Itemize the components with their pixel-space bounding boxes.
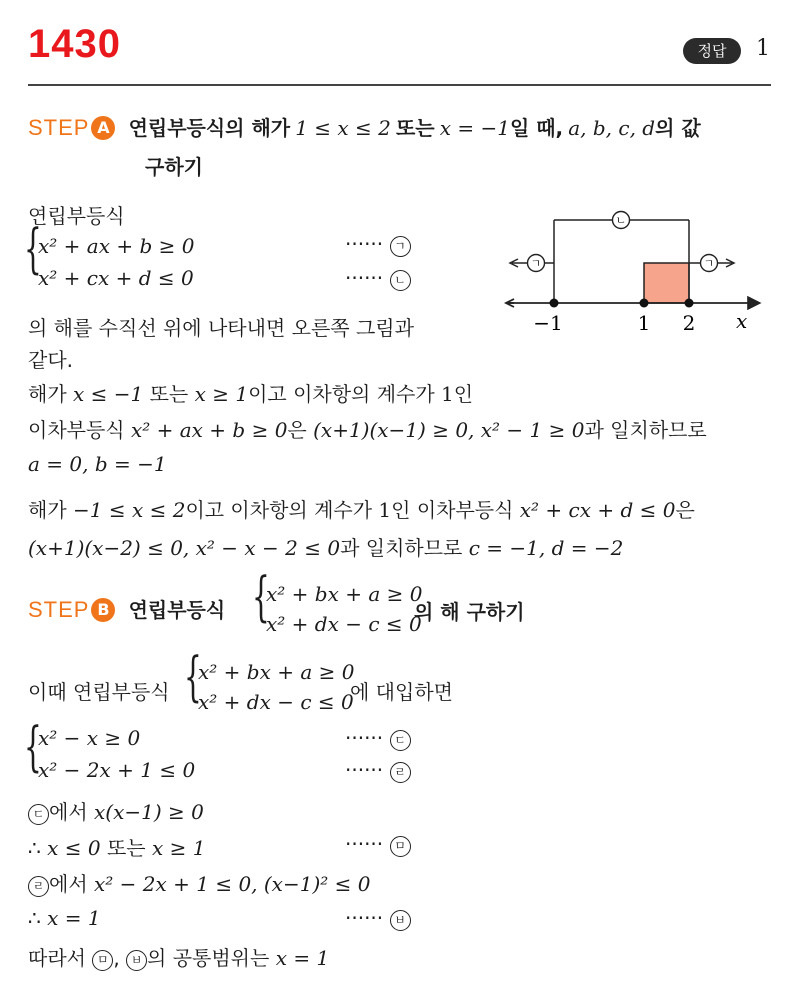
step-b-title-1: 연립부등식 [128, 598, 226, 622]
inequality-2: x² + cx + d ≤ 0 [38, 266, 194, 290]
step-b-heading [28, 594, 225, 623]
problem-number: 1430 [28, 22, 121, 66]
section-a-line6: 해가 −1 ≤ x ≤ 2이고 이차항의 계수가 1인 이차부등식 x² + cx + d ≤ 0은 [28, 498, 695, 522]
marker-6: ······ ㅂ [345, 906, 411, 931]
section-a-desc-2: 같다. [28, 348, 73, 372]
point-1 [640, 299, 649, 308]
step-a-title-line2: 구하기 [145, 155, 203, 179]
shaded-region [644, 263, 689, 303]
axis-label: x [736, 309, 748, 333]
section-b-intro: 이때 연립부등식 [28, 680, 170, 704]
number-line-figure [500, 200, 770, 340]
point-neg1 [550, 299, 559, 308]
step-a-heading [28, 112, 701, 141]
marker-1: ······ ㄱ [345, 232, 411, 257]
section-b-line4: ∴ x = 1 [28, 906, 101, 930]
section-b-line1: ㄷ 에서 x(x−1) ≥ 0 [28, 796, 204, 825]
step-a-title-3: 일 때, [509, 116, 564, 140]
system-brace-a: { [24, 217, 42, 281]
marker-4: ······ ㄹ [345, 758, 411, 783]
inequality-1: x² + ax + b ≥ 0 [38, 234, 195, 258]
step-a-title-math-1: 1 ≤ x ≤ 2 [295, 116, 391, 140]
step-b-label: STEP [28, 597, 90, 622]
inequality-4: x² − 2x + 1 ≤ 0 [38, 758, 196, 782]
tick-1: 1 [637, 311, 651, 335]
step-b-badge: B [91, 598, 115, 622]
section-b-line2: ∴ x ≤ 0 또는 x ≥ 1 [28, 836, 206, 860]
answer-value: 1 [756, 36, 770, 61]
system-brace-b-sub: { [184, 645, 202, 709]
step-b-title-ineq1: x² + bx + a ≥ 0 [266, 582, 423, 606]
step-a-title-math-3: a, b, c, d [568, 116, 656, 140]
tick-neg1: −1 [533, 311, 563, 335]
section-b-ineq2: x² + dx − c ≤ 0 [198, 690, 354, 714]
section-b-line3: ㄹ 에서 x² − 2x + 1 ≤ 0, (x−1)² ≤ 0 [28, 868, 370, 897]
step-a-badge: A [91, 116, 115, 140]
section-b-ineq1: x² + bx + a ≥ 0 [198, 660, 355, 684]
marker-5: ······ ㅁ [345, 832, 411, 857]
section-a-line7: (x+1)(x−2) ≤ 0, x² − x − 2 ≤ 0과 일치하므로 c = −1, d = −2 [28, 536, 624, 560]
step-b-title-ineq2: x² + dx − c ≤ 0 [266, 612, 422, 636]
section-a-line5: a = 0, b = −1 [28, 452, 167, 476]
section-b-conclusion: 따라서 ㅁ , ㅂ 의 공통범위는 x = 1 [28, 946, 330, 970]
section-a-line4: 이차부등식 x² + ax + b ≥ 0은 (x+1)(x−1) ≥ 0, x² − 1 ≥ 0과 일치하므로 [28, 418, 707, 442]
system-brace-b-title: { [252, 565, 270, 629]
label-right: ㄱ [703, 257, 715, 270]
step-a-title-2: 또는 [395, 116, 435, 140]
section-a-line3: 해가 x ≤ −1 또는 x ≥ 1이고 이차항의 계수가 1인 [28, 382, 474, 406]
point-2 [685, 299, 694, 308]
answer-badge: 정답 [683, 38, 741, 64]
marker-3: ······ ㄷ [345, 726, 411, 751]
tick-2: 2 [682, 311, 696, 335]
label-left: ㄱ [530, 257, 542, 270]
marker-2: ······ ㄴ [345, 266, 411, 291]
section-b-intro-tail: 에 대입하면 [350, 680, 453, 704]
system-brace-b: { [24, 715, 42, 779]
step-a-title-4: 의 값 [655, 116, 701, 140]
inequality-3: x² − x ≥ 0 [38, 726, 141, 750]
step-b-title-2: 의 해 구하기 [414, 600, 525, 624]
step-a-title-1: 연립부등식의 해가 [128, 116, 291, 140]
section-a-intro: 연립부등식 [28, 204, 125, 228]
step-a-title-math-2: x = −1 [439, 116, 510, 140]
step-a-label: STEP [28, 115, 90, 140]
label-top: ㄴ [615, 214, 627, 227]
header-divider [28, 84, 771, 86]
section-a-desc-1: 의 해를 수직선 위에 나타내면 오른쪽 그림과 [28, 316, 414, 340]
